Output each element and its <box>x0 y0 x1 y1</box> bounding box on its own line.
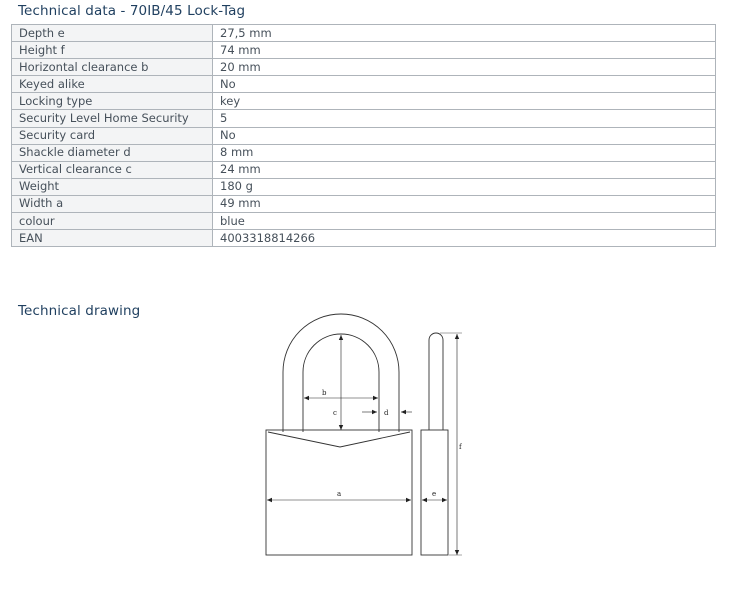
spec-label: Shackle diameter d <box>12 144 213 161</box>
dimension-lines <box>267 333 462 555</box>
technical-data-title: Technical data - 70IB/45 Lock-Tag <box>18 3 246 19</box>
spec-value: No <box>213 127 716 144</box>
spec-label: Weight <box>12 178 213 195</box>
dimension-f-label: f <box>459 443 462 451</box>
dimension-b-label: b <box>322 389 327 397</box>
spec-label: Depth e <box>12 25 213 42</box>
spec-label: colour <box>12 213 213 230</box>
spec-label: Security Level Home Security <box>12 110 213 127</box>
spec-value: 24 mm <box>213 161 716 178</box>
spec-value: 8 mm <box>213 144 716 161</box>
spec-value: 180 g <box>213 178 716 195</box>
spec-label: Security card <box>12 127 213 144</box>
spec-label: Width a <box>12 195 213 212</box>
spec-value: 5 <box>213 110 716 127</box>
spec-value: No <box>213 76 716 93</box>
spec-label: Horizontal clearance b <box>12 59 213 76</box>
spec-value: key <box>213 93 716 110</box>
dimension-d-label: d <box>384 409 389 417</box>
spec-value: 4003318814266 <box>213 230 716 247</box>
technical-drawing-title: Technical drawing <box>18 303 141 319</box>
lock-side-view <box>421 333 448 555</box>
dimension-c-label: c <box>333 409 337 417</box>
dimension-e-label: e <box>432 490 437 498</box>
spec-value: 27,5 mm <box>213 25 716 42</box>
spec-value: 74 mm <box>213 42 716 59</box>
spec-value: 49 mm <box>213 195 716 212</box>
spec-label: Height f <box>12 42 213 59</box>
spec-label: Keyed alike <box>12 76 213 93</box>
spec-value: blue <box>213 213 716 230</box>
dimension-a-label: a <box>337 490 342 498</box>
spec-label: Vertical clearance c <box>12 161 213 178</box>
spec-label: Locking type <box>12 93 213 110</box>
spec-value: 20 mm <box>213 59 716 76</box>
spec-label: EAN <box>12 230 213 247</box>
